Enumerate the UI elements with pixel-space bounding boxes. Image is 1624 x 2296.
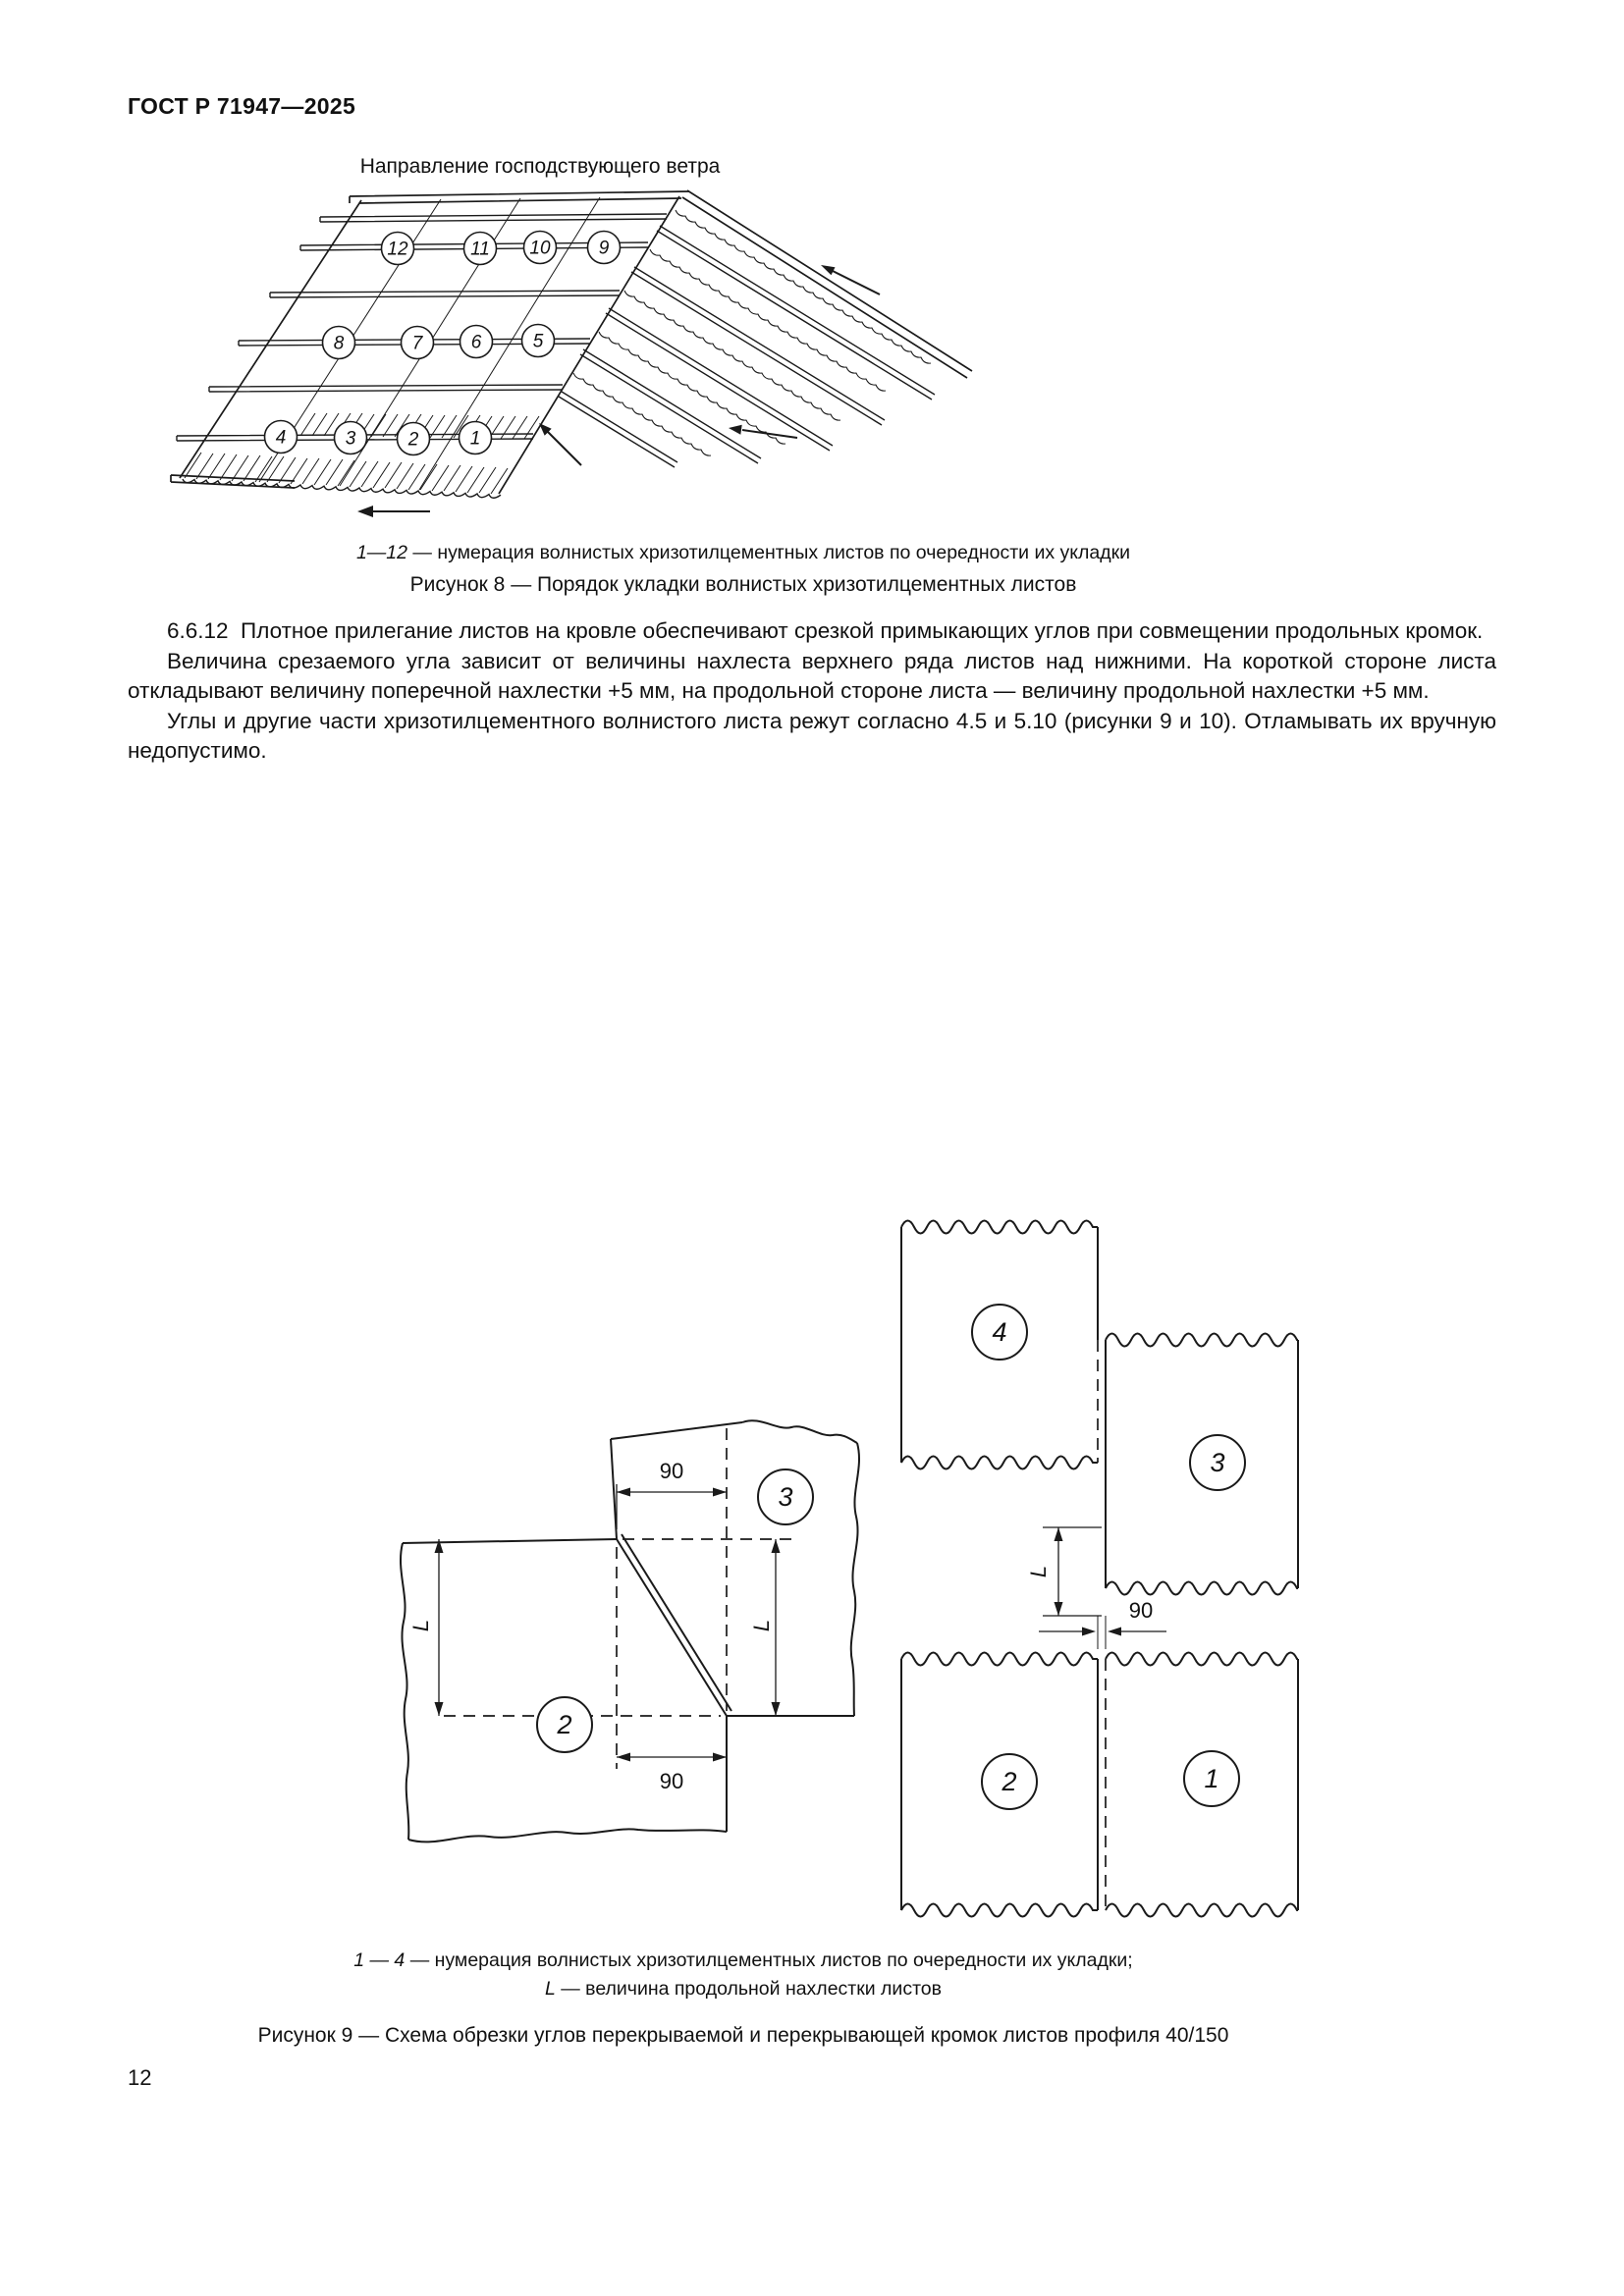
svg-text:L: L: [408, 1619, 433, 1632]
svg-text:8: 8: [333, 333, 345, 354]
sheet-badge-5: [522, 325, 555, 357]
sheet-badge-11: [464, 233, 497, 265]
svg-text:5: 5: [532, 331, 544, 352]
svg-text:1: 1: [469, 428, 481, 450]
sheet-badge-2-left: [537, 1697, 592, 1752]
svg-text:3: 3: [1210, 1448, 1225, 1477]
wind-arrows: [357, 265, 880, 517]
sheet-badge-2-right: [982, 1754, 1037, 1809]
svg-text:L: L: [749, 1619, 774, 1632]
paragraph-cutting-rule: Углы и другие части хризотилцементного волнистого листа режут согласно 4.5 и 5.10 (рисунки 9 и 10). Отламывать их вручную недопустимо.: [128, 708, 1496, 763]
svg-text:3: 3: [345, 428, 356, 450]
sheet-badge-12: [382, 233, 414, 265]
svg-text:1: 1: [1204, 1764, 1219, 1793]
svg-text:4: 4: [992, 1317, 1007, 1347]
figure9-legend-line2: L — величина продольной нахлестки листов: [544, 1978, 942, 2000]
svg-text:12: 12: [387, 239, 408, 260]
svg-text:90: 90: [659, 1459, 684, 1483]
sheet-badge-4-right: [972, 1305, 1027, 1360]
svg-text:10: 10: [529, 238, 551, 259]
figure9-legend-line1: 1 — 4 — нумерация волнистых хризотилцементных листов по очередности их укладки;: [353, 1949, 1133, 1971]
sheet-badge-1-right: [1184, 1751, 1239, 1806]
page-header: ГОСТ Р 71947—2025: [128, 93, 356, 119]
sheet-badge-3-right: [1190, 1435, 1245, 1490]
sheet-badge-4: [265, 421, 298, 454]
svg-text:9: 9: [598, 238, 610, 259]
sheet-badge-3-left: [758, 1469, 813, 1524]
figure8-roof-diagram: [167, 182, 992, 550]
hidden-edges-dashed: [444, 1428, 799, 1769]
sheet-badge-1: [460, 422, 492, 454]
svg-text:90: 90: [1128, 1598, 1154, 1623]
svg-text:7: 7: [411, 333, 423, 354]
sheet-3-outline: [611, 1420, 859, 1716]
svg-text:4: 4: [275, 427, 287, 449]
right-slope: [559, 190, 972, 467]
dimension-L-mid: [749, 1539, 781, 1716]
figure9-caption: Рисунок 9 — Схема обрезки углов перекрываемой и перекрывающей кромок листов профиля 40/150: [257, 2024, 1229, 2047]
sheet-badge-9: [588, 232, 621, 264]
dimension-90-bottom: [617, 1753, 727, 1794]
left-subdiagram: [401, 1420, 859, 1842]
body-text: [128, 616, 1496, 767]
svg-text:3: 3: [778, 1482, 793, 1512]
sheet-badge-6: [460, 326, 493, 358]
figure8-caption: Рисунок 8 — Порядок укладки волнистых хризотилцементных листов: [409, 573, 1077, 596]
sheet-badge-7: [402, 327, 434, 359]
cut-edge: [617, 1534, 731, 1716]
svg-text:2: 2: [407, 429, 419, 451]
svg-text:L: L: [1026, 1565, 1051, 1578]
dimension-L-left: [408, 1539, 444, 1716]
svg-text:2: 2: [1001, 1767, 1017, 1796]
sheet-badge-3: [335, 422, 367, 454]
figure9-cutting-diagram: [383, 1202, 1316, 1934]
sheet-badge-8: [323, 327, 355, 359]
figure8-legend: 1—12 — нумерация волнистых хризотилцементных листов по очередности их укладки: [355, 542, 1131, 563]
svg-text:2: 2: [557, 1710, 572, 1739]
svg-text:11: 11: [470, 239, 490, 260]
svg-text:90: 90: [659, 1769, 684, 1793]
dimension-90-top: [617, 1459, 727, 1529]
dimension-L-right: [1026, 1527, 1102, 1616]
svg-text:6: 6: [470, 332, 482, 353]
sheet-2-outline: [401, 1539, 727, 1842]
wind-direction-label: Направление господствующего ветра: [359, 155, 721, 178]
paragraph-6-6-12: 6.6.12 Плотное прилегание листов на кровле обеспечивают срезкой примыкающих углов при совмещении продольных кромок.: [167, 618, 1484, 643]
page-number: 12: [128, 2065, 152, 2090]
paragraph-cut-angle: Величина срезаемого угла зависит от величины нахлеста верхнего ряда листов над нижними. На короткой стороне листа откладывают величину поперечной нахлестки +5 мм, на продольной стороне листа — величину продольной нахлестки +5 мм.: [128, 648, 1496, 703]
sheet-badge-2: [398, 423, 430, 455]
right-subdiagram: [901, 1221, 1298, 1917]
sheet-badge-10: [524, 232, 557, 264]
